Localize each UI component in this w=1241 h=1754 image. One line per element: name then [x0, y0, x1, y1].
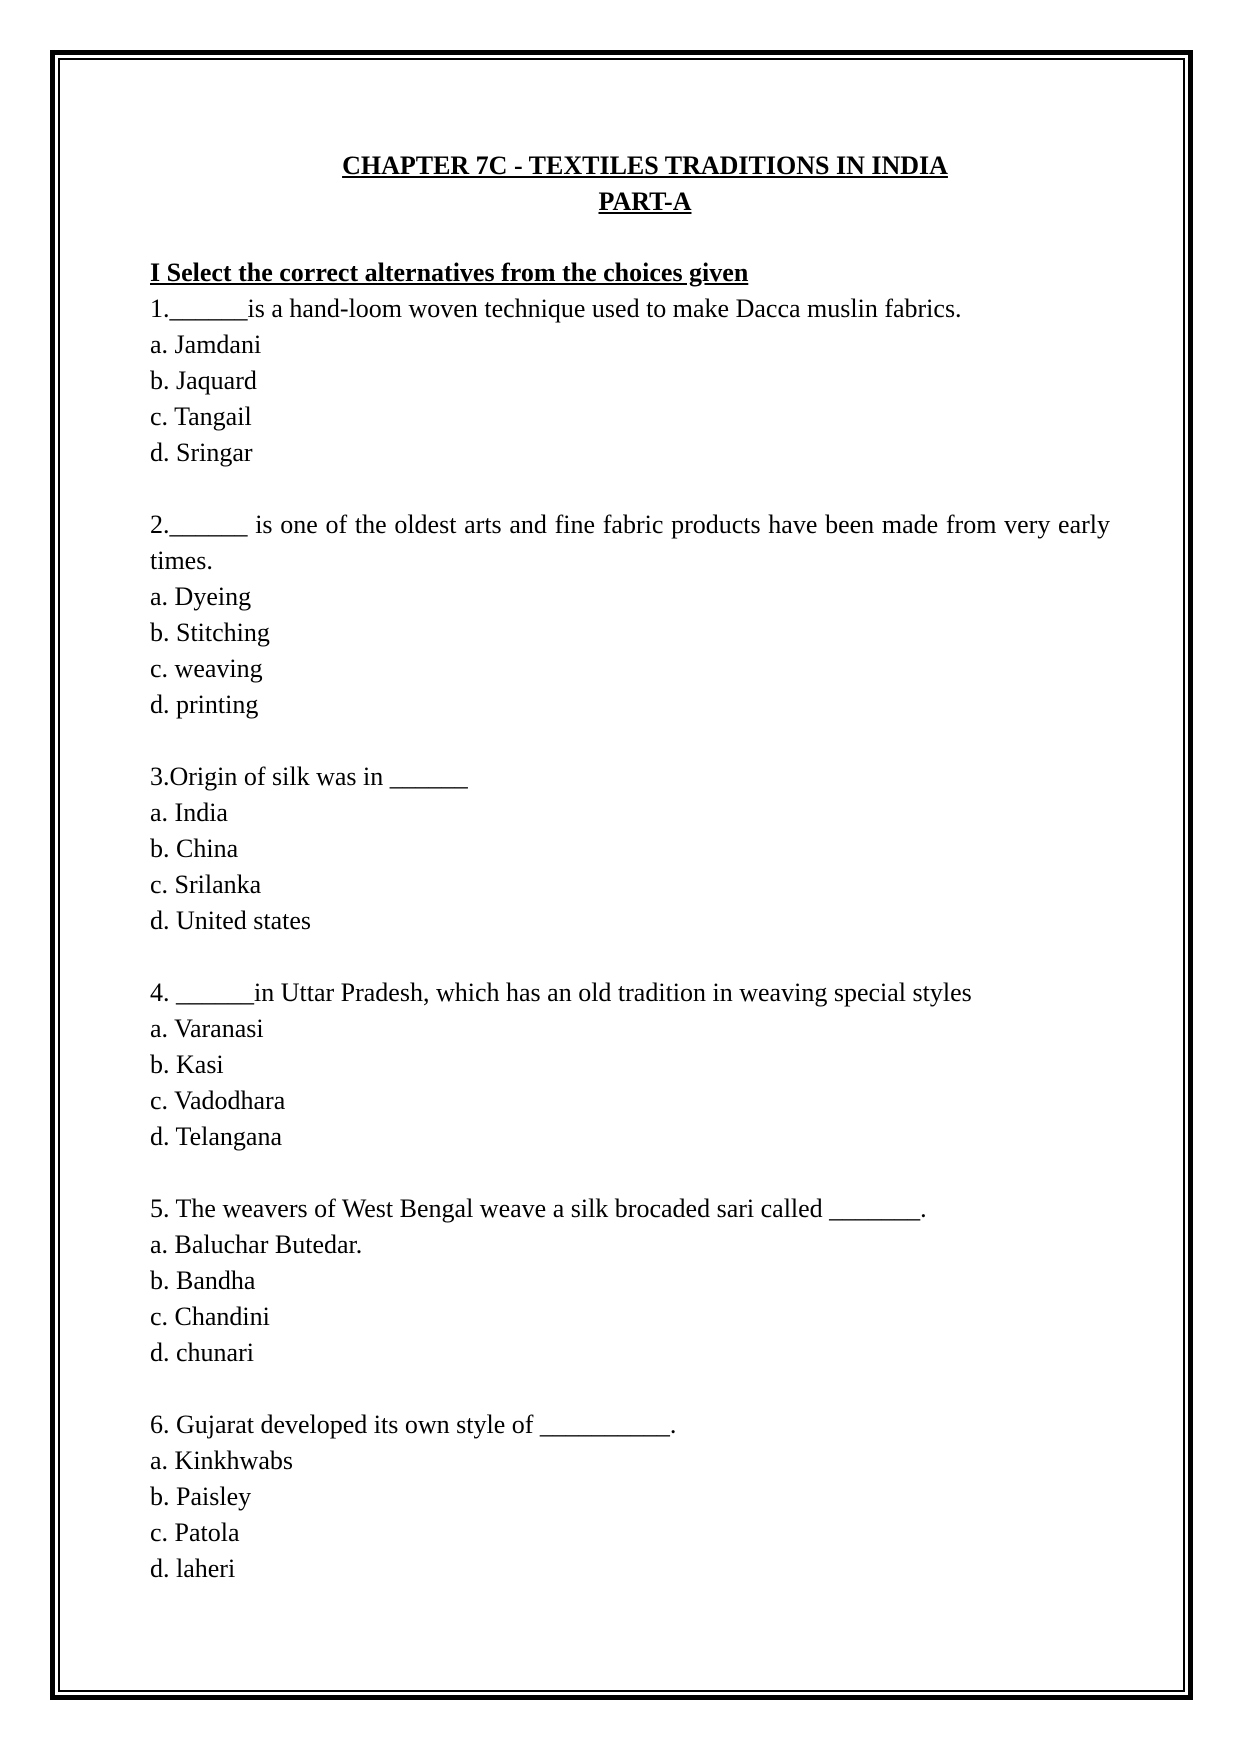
question-text: 4. ______in Uttar Pradesh, which has an old tradition in weaving special styles — [150, 978, 972, 1007]
option-a: a. Jamdani — [150, 330, 262, 359]
question-text: 3.Origin of silk was in ______ — [150, 762, 468, 791]
question-1 — [150, 291, 1110, 471]
option-b: b. Jaquard — [150, 366, 257, 395]
option-a: a. Kinkhwabs — [150, 1446, 293, 1475]
option-a: a. Varanasi — [150, 1014, 264, 1043]
option-c: c. weaving — [150, 654, 263, 683]
question-3 — [150, 759, 1110, 939]
option-a: a. India — [150, 798, 228, 827]
option-b: b. China — [150, 834, 239, 863]
question-6 — [150, 1407, 1110, 1587]
question-text: 1.______is a hand-loom woven technique used to make Dacca muslin fabrics. — [150, 294, 962, 323]
section-title: I Select the correct alternatives from the choices given — [150, 258, 749, 287]
option-d: d. laheri — [150, 1554, 236, 1583]
option-b: b. Bandha — [150, 1266, 256, 1295]
question-2 — [150, 507, 1110, 723]
part-label: PART-A — [598, 187, 692, 216]
worksheet-content — [150, 148, 1110, 1623]
question-4 — [150, 975, 1110, 1155]
option-a: a. Baluchar Butedar. — [150, 1230, 363, 1259]
chapter-title: CHAPTER 7C - TEXTILES TRADITIONS IN INDIA — [342, 151, 948, 180]
option-d: d. Telangana — [150, 1122, 282, 1151]
option-d: d. United states — [150, 906, 312, 935]
option-d: d. printing — [150, 690, 259, 719]
option-c: c. Vadodhara — [150, 1086, 286, 1115]
option-a: a. Dyeing — [150, 582, 252, 611]
option-c: c. Patola — [150, 1518, 240, 1547]
option-d: d. chunari — [150, 1338, 254, 1367]
option-d: d. Sringar — [150, 438, 253, 467]
option-c: c. Srilanka — [150, 870, 262, 899]
option-c: c. Chandini — [150, 1302, 270, 1331]
question-text: 2.______ is one of the oldest arts and fine fabric products have been made from very early times. — [150, 510, 1110, 575]
question-text: 5. The weavers of West Bengal weave a silk brocaded sari called _______. — [150, 1194, 927, 1223]
option-b: b. Kasi — [150, 1050, 224, 1079]
option-b: b. Stitching — [150, 618, 270, 647]
question-text: 6. Gujarat developed its own style of __________. — [150, 1410, 677, 1439]
option-b: b. Paisley — [150, 1482, 252, 1511]
question-5 — [150, 1191, 1110, 1371]
option-c: c. Tangail — [150, 402, 252, 431]
